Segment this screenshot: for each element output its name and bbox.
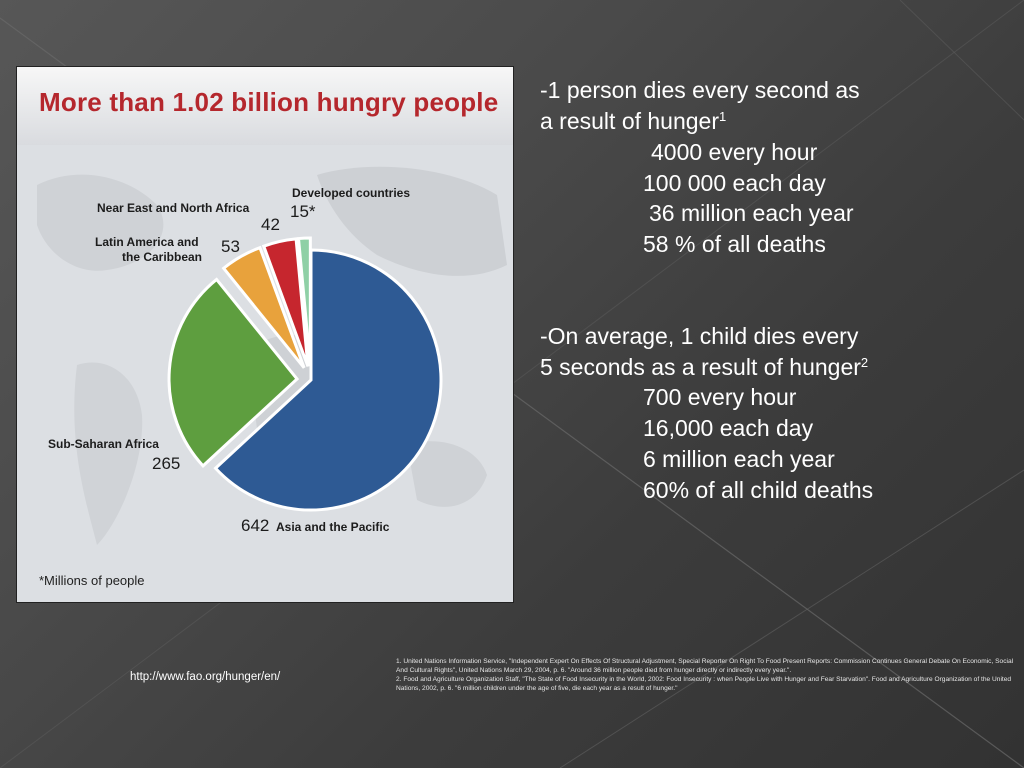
stat-adult-day: 100 000 each day — [643, 170, 826, 196]
stat-adult-line2 — [540, 106, 726, 137]
footnote-ref-2: 2 — [860, 355, 869, 370]
stat-child-day: 16,000 each day — [643, 415, 814, 441]
value-latin-america: 53 — [221, 237, 240, 256]
label-developed: Developed countries — [292, 186, 411, 200]
reference-2: 2. Food and Agriculture Organization Staff, "The State of Food Insecurity in the World, 2002: Food Insecurity : when People Live with Hunger and Fear Starvation". Food and Agriculture Organization of the United Nations, 2002, p. 6. "6 million children under the age of five, die each year as a result of hunger." — [396, 676, 1012, 692]
stat-child-share: 60% of all child deaths — [643, 477, 874, 503]
stat-adult-hour: 4000 every hour — [651, 139, 818, 165]
stat-child-hour: 700 every hour — [643, 384, 797, 410]
value-near-east: 42 — [261, 215, 280, 234]
label-sub-saharan: Sub-Saharan Africa — [48, 437, 159, 451]
label-latin-america-1: Latin America and — [95, 235, 199, 249]
stat-child-line1: -On average, 1 child dies every — [540, 323, 859, 349]
stat-child-year: 6 million each year — [643, 446, 835, 472]
hunger-infographic — [16, 66, 514, 603]
label-latin-america-2: the Caribbean — [122, 250, 203, 264]
label-near-east: Near East and North Africa — [97, 201, 250, 215]
units-footnote: *Millions of people — [39, 573, 145, 588]
value-asia: 642 — [241, 516, 270, 535]
stat-child-line2 — [540, 352, 868, 383]
stat-adult-line1: -1 person dies every second as — [540, 77, 860, 103]
stat-adult-line2-text: a result of hunger — [540, 108, 720, 134]
reference-1: 1. United Nations Information Service, "Independent Expert On Effects Of Structural Adjustment, Special Reporter On Right To Food Present Reports: Commission Continues General Debate On Economic, Social And Cultural Rights", United Nations March 29, 2004, p. 6. "Around 36 million people died from hunger directly or indirectly every year.". — [396, 658, 1014, 674]
stat-child-line2-text: 5 seconds as a result of hunger — [540, 354, 861, 380]
references — [396, 657, 1016, 693]
value-developed: 15* — [290, 202, 316, 221]
label-asia: Asia and the Pacific — [276, 520, 390, 534]
value-sub-saharan: 265 — [152, 454, 181, 473]
chart-title: More than 1.02 billion hungry people — [39, 87, 499, 117]
footnote-ref-1: 1 — [719, 109, 727, 124]
source-link[interactable]: http://www.fao.org/hunger/en/ — [130, 671, 281, 683]
stat-adult-year: 36 million each year — [649, 200, 854, 226]
stat-adult-share: 58 % of all deaths — [643, 231, 826, 257]
